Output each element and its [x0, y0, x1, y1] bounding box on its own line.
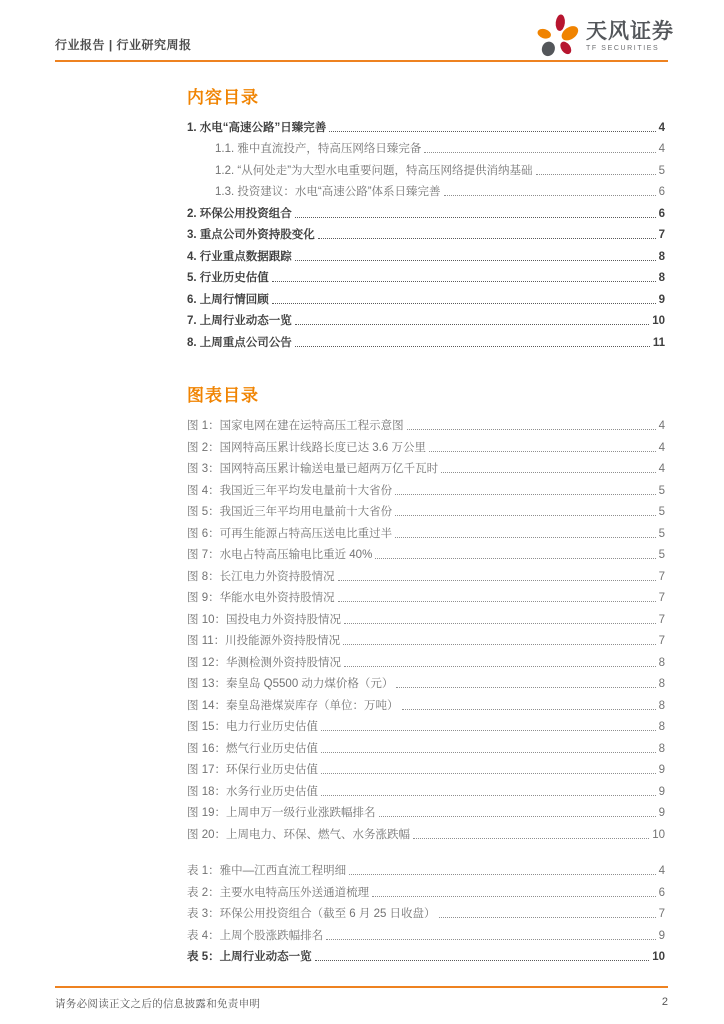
table-entry	[187, 922, 665, 944]
toc-entry-label: 1.2. “从何处走”为大型水电重要问题，特高压网络提供消纳基础	[215, 164, 533, 177]
dot-leader	[295, 217, 656, 218]
dot-leader	[272, 303, 656, 304]
toc-entry	[187, 179, 665, 201]
figure-entry	[187, 671, 665, 693]
figure-entry-page: 7	[658, 570, 665, 583]
toc-entry	[187, 286, 665, 308]
contents-toc-title: 内容目录	[187, 88, 259, 107]
dot-leader	[295, 346, 650, 347]
toc-entry	[187, 243, 665, 265]
table-entry-label: 表 2：主要水电特高压外送通道梳理	[187, 886, 370, 899]
toc-entry	[187, 329, 665, 351]
dot-leader	[375, 558, 655, 559]
toc-entry	[187, 157, 665, 179]
toc-entry-label: 2. 环保公用投资组合	[187, 207, 292, 220]
dot-leader	[395, 537, 656, 538]
figure-entry	[187, 499, 665, 521]
table-entry	[187, 944, 665, 966]
figure-entry-page: 8	[658, 742, 665, 755]
toc-entry-label: 5. 行业历史估值	[187, 272, 269, 284]
toc-entry-page: 9	[658, 293, 665, 306]
figure-entry-page: 4	[658, 441, 665, 454]
dot-leader	[344, 666, 656, 667]
table-entry	[187, 858, 665, 880]
toc-entry-page: 4	[658, 121, 665, 134]
figure-entry-label: 图 14：秦皇岛港煤炭库存（单位：万吨）	[187, 699, 399, 712]
dot-leader	[318, 238, 656, 239]
toc-entry-page: 7	[658, 229, 665, 241]
dot-leader	[321, 752, 656, 753]
figure-entry	[187, 692, 665, 714]
table-entry-page: 7	[658, 908, 665, 920]
figure-entry	[187, 477, 665, 499]
toc-entry	[187, 308, 665, 330]
figure-entry-label: 图 15：电力行业历史估值	[187, 721, 318, 733]
toc-entry-page: 8	[658, 250, 665, 263]
figure-entry	[187, 563, 665, 585]
dot-leader	[326, 939, 656, 940]
contents-toc-list	[187, 114, 665, 351]
figure-entry-label: 图 5：我国近三年平均用电量前十大省份	[187, 506, 393, 518]
dot-leader	[349, 874, 656, 875]
table-entry-label: 表 3：环保公用投资组合（截至 6 月 25 日收盘）	[187, 908, 436, 920]
table-entry-label: 表 5：上周行业动态一览	[187, 951, 312, 963]
figure-entry-label: 图 11：川投能源外资持股情况	[187, 635, 341, 647]
figure-entry	[187, 520, 665, 542]
figure-entry	[187, 585, 665, 607]
dot-leader	[338, 601, 656, 602]
toc-entry-page: 11	[652, 336, 665, 349]
figure-entry-page: 4	[658, 463, 665, 475]
dot-leader	[536, 174, 656, 175]
dot-leader	[272, 281, 656, 282]
dot-leader	[321, 773, 656, 774]
breadcrumb: 行业报告 | 行业研究周报	[55, 38, 192, 52]
figure-toc-list	[187, 413, 665, 843]
table-entry	[187, 901, 665, 923]
page-footer	[55, 986, 668, 1011]
dot-leader	[413, 838, 649, 839]
figure-entry-page: 7	[658, 613, 665, 626]
table-entry-page: 6	[658, 886, 665, 899]
figure-entry-label: 图 7：水电占特高压输电比重近 40%	[187, 549, 373, 561]
figure-entry-page: 9	[658, 785, 665, 798]
dot-leader	[402, 709, 656, 710]
figure-entry-label: 图 20：上周电力、环保、燃气、水务涨跌幅	[187, 828, 410, 841]
dot-leader	[441, 472, 656, 473]
dot-leader	[396, 687, 655, 688]
dot-leader	[424, 152, 655, 153]
toc-entry-label: 7. 上周行业动态一览	[187, 315, 292, 327]
table-entry-page: 10	[652, 951, 665, 963]
figure-entry-label: 图 19：上周申万一级行业涨跌幅排名	[187, 807, 376, 819]
figure-entry-page: 8	[658, 721, 665, 733]
figure-entry-label: 图 16：燃气行业历史估值	[187, 742, 318, 755]
dot-leader	[372, 896, 656, 897]
toc-entry	[187, 114, 665, 136]
figure-entry-label: 图 10：国投电力外资持股情况	[187, 613, 341, 626]
brand-name-cn: 天风证券	[586, 20, 674, 43]
toc-entry-page: 10	[652, 315, 665, 327]
dot-leader	[295, 260, 656, 261]
toc-entry-label: 1.1. 雅中直流投产，特高压网络日臻完备	[215, 143, 422, 155]
figure-entry-label: 图 2：国网特高压累计线路长度已达 3.6 万公里	[187, 441, 426, 454]
figure-entry	[187, 456, 665, 478]
figure-entry	[187, 714, 665, 736]
figure-entry	[187, 628, 665, 650]
figure-entry-page: 4	[658, 420, 665, 432]
toc-entry-page: 4	[658, 143, 665, 155]
toc-entry-page: 8	[658, 272, 665, 284]
toc-entry	[187, 222, 665, 244]
table-entry-page: 9	[658, 929, 665, 942]
figure-entry-page: 10	[652, 828, 665, 841]
table-entry	[187, 879, 665, 901]
table-toc-list	[187, 858, 665, 966]
toc-entry-label: 3. 重点公司外资持股变化	[187, 229, 315, 241]
figure-entry	[187, 735, 665, 757]
dot-leader	[295, 324, 649, 325]
dot-leader	[315, 960, 650, 961]
page-number: 2	[661, 996, 668, 1008]
figure-entry	[187, 800, 665, 822]
toc-entry-label: 1.3. 投资建议：水电“高速公路”体系日臻完善	[215, 186, 441, 198]
brand-name-en: TF SECURITIES	[586, 45, 660, 52]
toc-entry-page: 6	[658, 207, 665, 220]
figure-entry-page: 5	[658, 506, 665, 518]
figure-entry	[187, 821, 665, 843]
figure-entry-label: 图 8：长江电力外资持股情况	[187, 570, 335, 583]
figure-entry-label: 图 3：国网特高压累计输送电量已超两万亿千瓦时	[187, 463, 439, 475]
figure-entry-page: 8	[658, 678, 665, 690]
figure-entry-label: 图 17：环保行业历史估值	[187, 764, 318, 776]
figure-entry-page: 9	[658, 807, 665, 819]
dot-leader	[321, 730, 656, 731]
figure-entry-page: 7	[658, 635, 665, 647]
figure-entry	[187, 606, 665, 628]
figure-entry-page: 8	[658, 656, 665, 669]
table-entry-page: 4	[658, 865, 665, 877]
toc-entry	[187, 136, 665, 158]
figure-entry-label: 图 13：秦皇岛 Q5500 动力煤价格（元）	[187, 678, 394, 690]
dot-leader	[439, 917, 656, 918]
dot-leader	[429, 451, 656, 452]
figure-entry-label: 图 12：华测检测外资持股情况	[187, 656, 341, 669]
figure-entry	[187, 649, 665, 671]
dot-leader	[379, 816, 656, 817]
toc-entry-label: 4. 行业重点数据跟踪	[187, 250, 292, 263]
figure-entry-label: 图 18：水务行业历史估值	[187, 785, 318, 798]
dot-leader	[344, 623, 656, 624]
figure-entry-page: 5	[658, 527, 665, 540]
dot-leader	[444, 195, 656, 196]
dot-leader	[407, 429, 656, 430]
figure-entry	[187, 413, 665, 435]
dot-leader	[395, 515, 656, 516]
dot-leader	[395, 494, 656, 495]
charts-toc-title: 图表目录	[187, 385, 259, 405]
figure-entry-label: 图 1：国家电网在建在运特高压工程示意图	[187, 420, 404, 432]
figure-entry-page: 8	[658, 699, 665, 712]
figure-entry	[187, 434, 665, 456]
figure-entry-label: 图 4：我国近三年平均发电量前十大省份	[187, 484, 393, 497]
toc-entry-page: 6	[658, 186, 665, 198]
toc-entry-label: 1. 水电“高速公路”日臻完善	[187, 121, 327, 134]
toc-entry-label: 8. 上周重点公司公告	[187, 336, 292, 349]
figure-entry-label: 图 6：可再生能源占特高压送电比重过半	[187, 527, 393, 540]
figure-entry-page: 5	[658, 549, 665, 561]
figure-entry	[187, 542, 665, 564]
figure-entry-page: 5	[658, 484, 665, 497]
figure-entry-page: 9	[658, 764, 665, 776]
disclaimer-text: 请务必阅读正文之后的信息披露和免责申明	[55, 998, 261, 1010]
toc-entry	[187, 265, 665, 287]
figure-entry-label: 图 9：华能水电外资持股情况	[187, 592, 335, 604]
toc-entry-page: 5	[658, 164, 665, 177]
dot-leader	[338, 580, 656, 581]
toc-entry	[187, 200, 665, 222]
figure-entry	[187, 757, 665, 779]
dot-leader	[321, 795, 656, 796]
figure-entry-page: 7	[658, 592, 665, 604]
dot-leader	[343, 644, 655, 645]
content-column	[187, 0, 665, 965]
table-entry-label: 表 1：雅中—江西直流工程明细	[187, 865, 347, 877]
figure-entry	[187, 778, 665, 800]
dot-leader	[329, 131, 655, 132]
toc-entry-label: 6. 上周行情回顾	[187, 293, 269, 306]
table-entry-label: 表 4：上周个股涨跌幅排名	[187, 929, 324, 942]
